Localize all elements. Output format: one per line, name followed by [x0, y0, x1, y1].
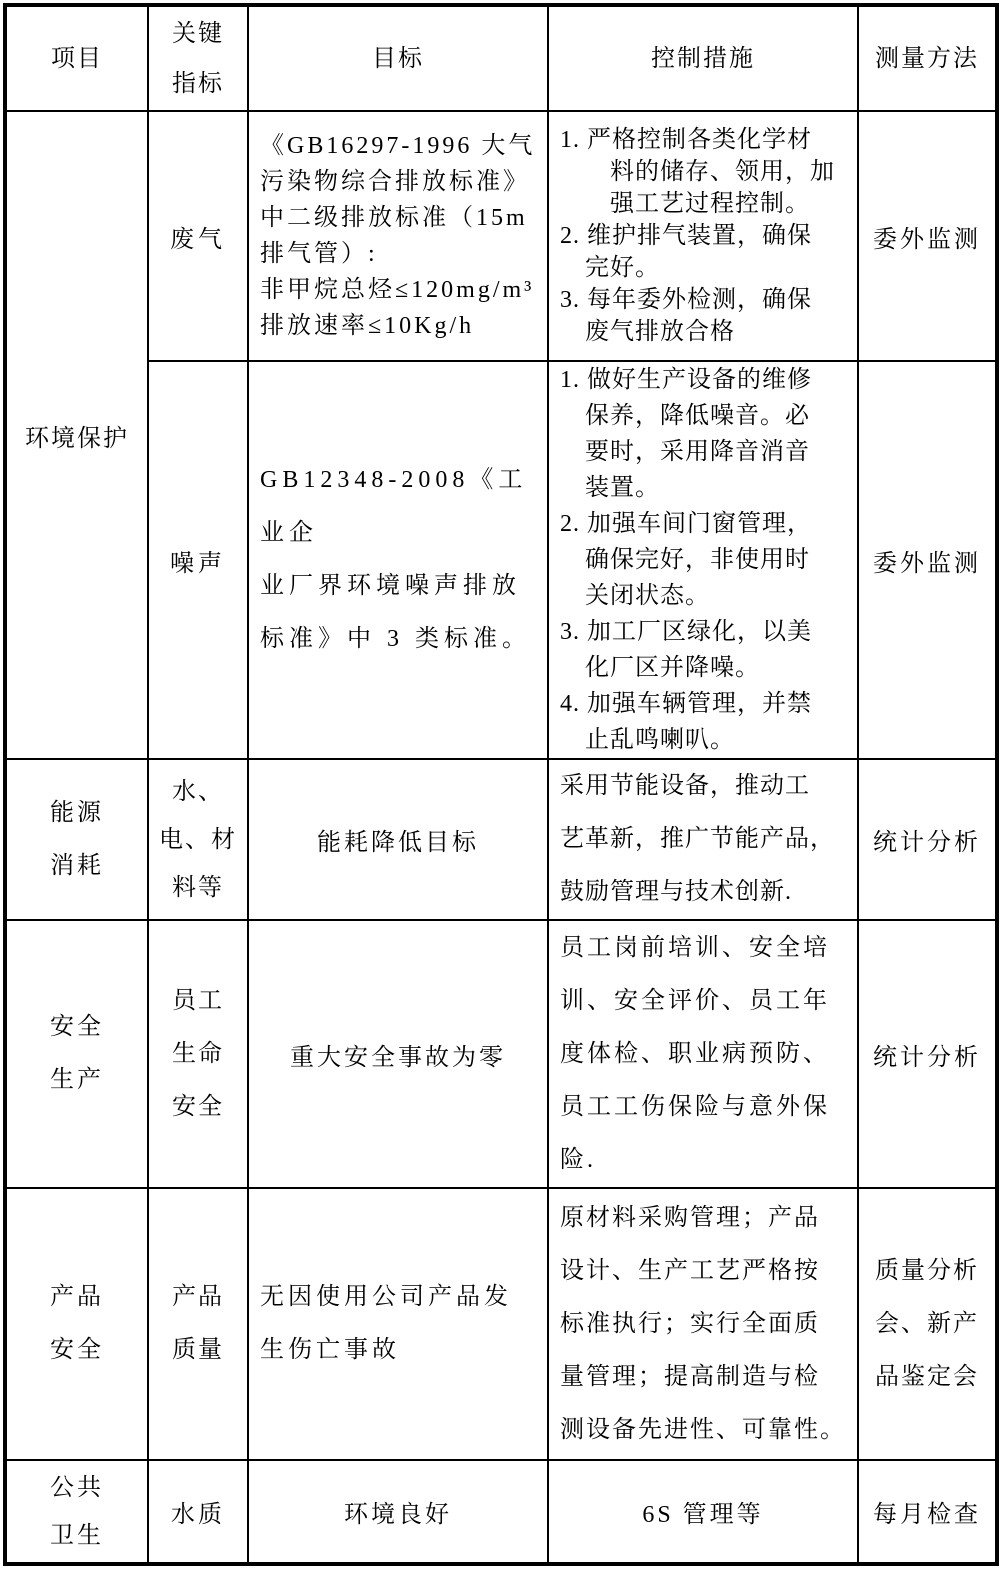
cell-measures-public-hygiene: 6S 管理等	[548, 1460, 858, 1564]
cell-project-product-safety: 产品 安全	[5, 1188, 148, 1460]
cell-measures-energy: 采用节能设备，推动工 艺革新，推广节能产品， 鼓励管理与技术创新.	[548, 759, 858, 920]
cell-measures-product-safety: 原材料采购管理；产品 设计、生产工艺严格按 标准执行；实行全面质 量管理；提高制造与检 测设备先进性、可靠性。	[548, 1188, 858, 1460]
cell-indicator-energy: 水、 电、材 料等	[148, 759, 248, 920]
header-project: 项目	[5, 5, 148, 111]
row-waste-gas	[5, 111, 997, 361]
header-indicator: 关键 指标	[148, 5, 248, 111]
header-measures: 控制措施	[548, 5, 858, 111]
row-energy	[5, 759, 997, 920]
cell-target-product-safety: 无因使用公司产品发 生伤亡事故	[248, 1188, 548, 1460]
cell-project-public-hygiene: 公共 卫生	[5, 1460, 148, 1564]
cell-target-public-hygiene: 环境良好	[248, 1460, 548, 1564]
cell-target-noise: GB12348-2008《工业企 业厂界环境噪声排放 标准》中 3 类标准。	[248, 361, 548, 759]
cell-measures-noise: 1. 做好生产设备的维修 保养，降低噪音。必 要时，采用降音消音 装置。 2. 加强车间门窗管理， 确保完好，非使用时 关闭状态。 3. 加工厂区绿化，以美 化厂区并降噪。 4. 加强车辆管理，并禁 止乱鸣喇叭。	[548, 361, 858, 759]
cell-target-waste-gas: 《GB16297-1996 大气 污染物综合排放标准》 中二级排放标准（15m 排气管）: 非甲烷总烃≤120mg/m³ 排放速率≤10Kg/h	[248, 111, 548, 361]
cell-project-energy: 能源 消耗	[5, 759, 148, 920]
cell-method-work-safety: 统计分析	[858, 920, 997, 1188]
header-target: 目标	[248, 5, 548, 111]
cell-indicator-product-safety: 产品 质量	[148, 1188, 248, 1460]
cell-measures-waste-gas: 1. 严格控制各类化学材 料的储存、领用，加 强工艺过程控制。 2. 维护排气装置，确保 完好。 3. 每年委外检测，确保 废气排放合格	[548, 111, 858, 361]
cell-measures-work-safety: 员工岗前培训、安全培 训、安全评价、员工年 度体检、职业病预防、 员工工伤保险与意外保 险.	[548, 920, 858, 1188]
header-method: 测量方法	[858, 5, 997, 111]
row-work-safety	[5, 920, 997, 1188]
cell-method-energy: 统计分析	[858, 759, 997, 920]
quality-objectives-table	[3, 3, 999, 1566]
cell-indicator-work-safety: 员工 生命 安全	[148, 920, 248, 1188]
cell-method-product-safety: 质量分析 会、新产 品鉴定会	[858, 1188, 997, 1460]
cell-method-waste-gas: 委外监测	[858, 111, 997, 361]
row-noise	[5, 361, 997, 759]
cell-indicator-waste-gas: 废气	[148, 111, 248, 361]
cell-indicator-public-hygiene: 水质	[148, 1460, 248, 1564]
cell-target-work-safety: 重大安全事故为零	[248, 920, 548, 1188]
row-product-safety	[5, 1188, 997, 1460]
cell-indicator-noise: 噪声	[148, 361, 248, 759]
header-row	[5, 5, 997, 111]
cell-project-work-safety: 安全 生产	[5, 920, 148, 1188]
cell-project-environment: 环境保护	[5, 111, 148, 759]
cell-method-public-hygiene: 每月检查	[858, 1460, 997, 1564]
cell-method-noise: 委外监测	[858, 361, 997, 759]
row-public-hygiene	[5, 1460, 997, 1564]
document-page	[3, 3, 995, 1565]
cell-target-energy: 能耗降低目标	[248, 759, 548, 920]
